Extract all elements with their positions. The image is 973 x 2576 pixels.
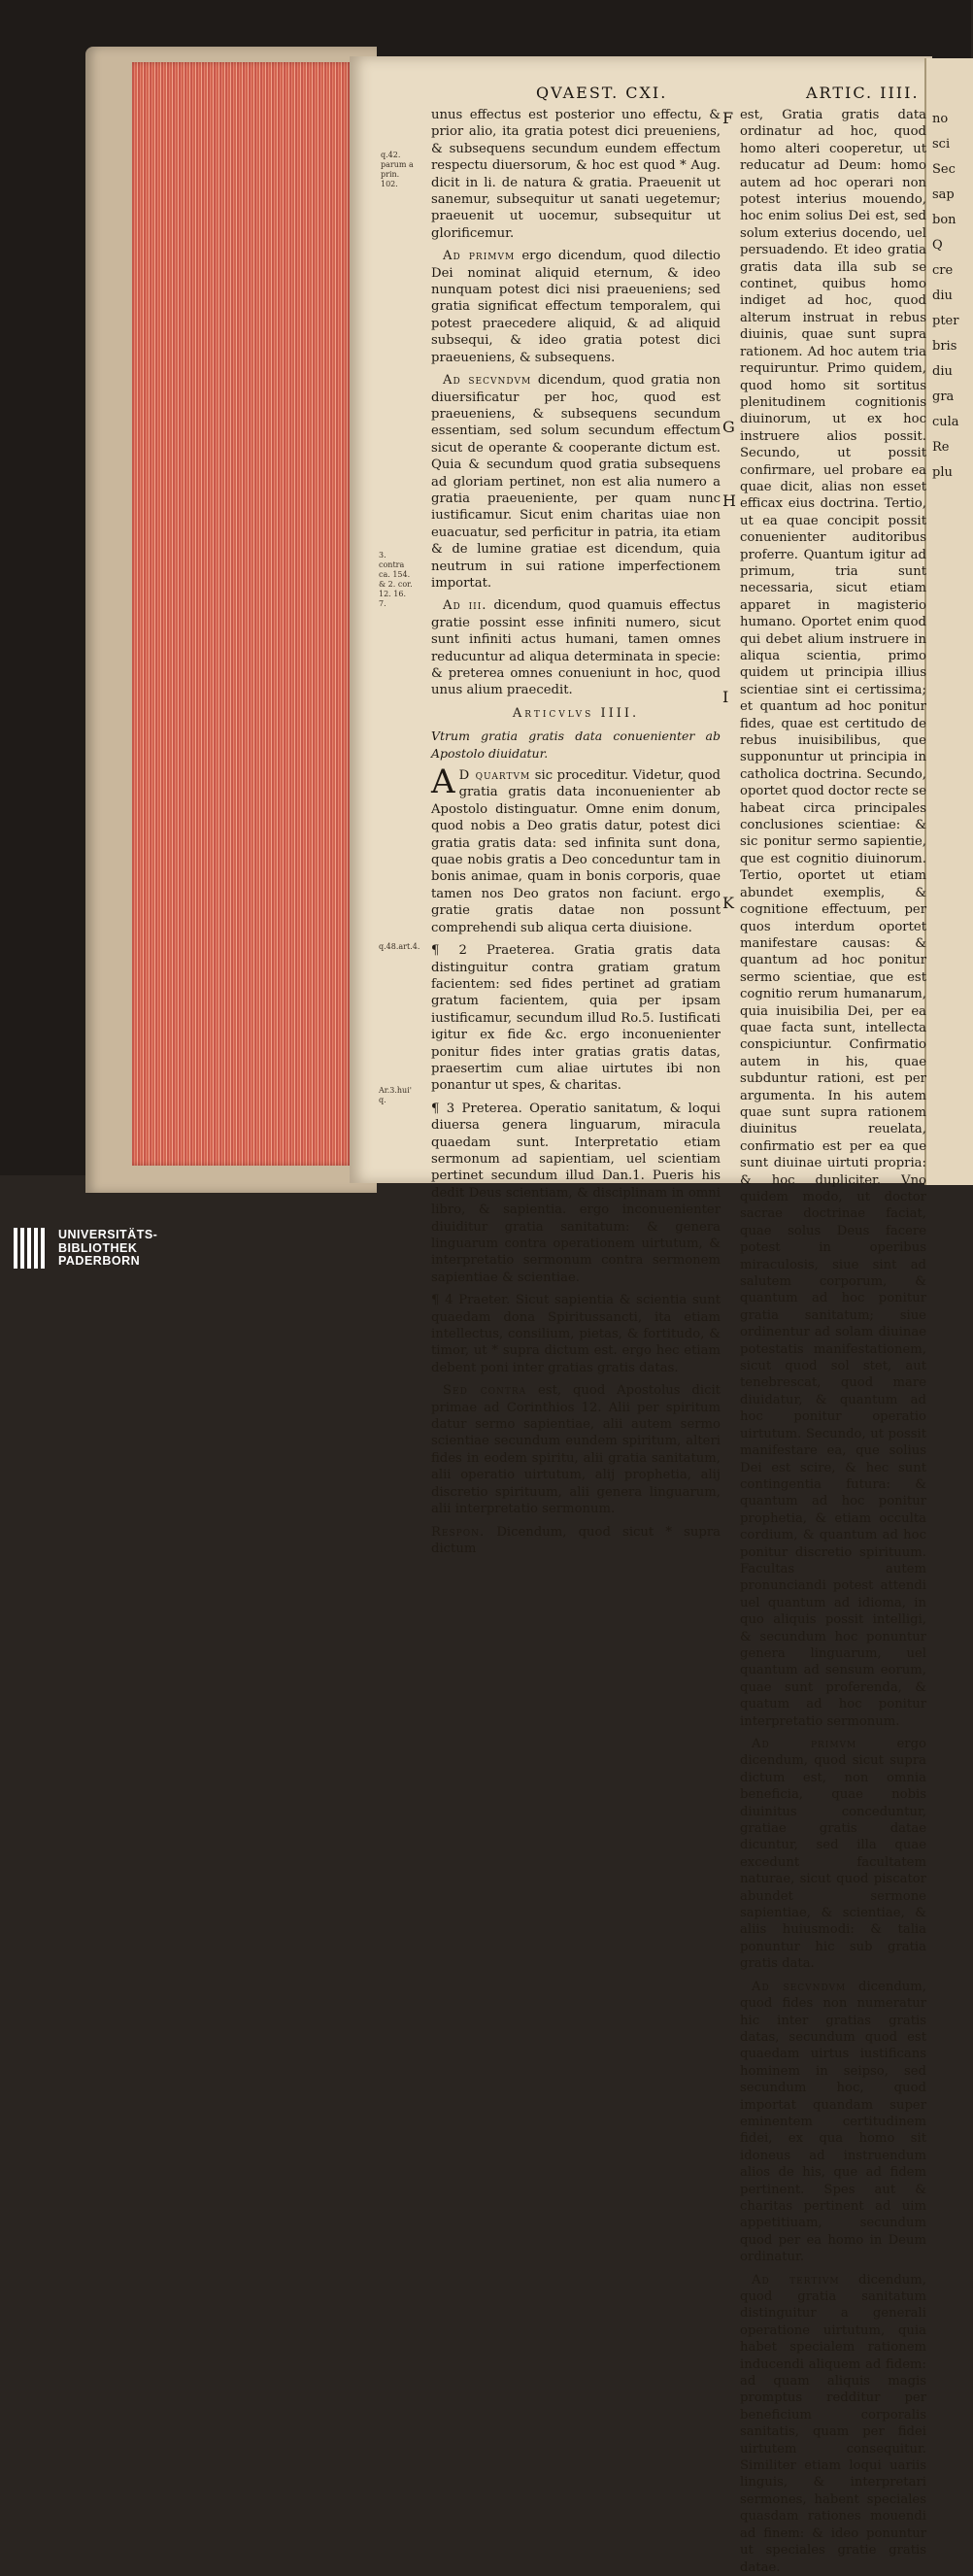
fragment: plu [932, 465, 953, 480]
paragraph-text: dicendum, quod fides non numeratur hic inter gratias gratis datas, secundum quod est quaedam uirtus iustificans hominem in seipso, sed secundum hoc, quod importat quandam super eminentem certitudinem fidei, ex qua homo sit idoneus ad instruendum alios de his, que ad fidem pertinent. Spes aut & charitas pertinent ad uim appetitiuam, secundum quod per ea homo in Deum ordinatur. [740, 1979, 926, 2265]
paragraph-text: dicendum, quod quamuis effectus gratie possint esse infiniti numero, sicut sunt infiniti actus humani, tamen omnes reducuntur ad aliqua determinata in specie: & preterea omnes conueniunt in hoc, quod unus alium praecedit. [431, 598, 721, 698]
margin-letter-h: H [722, 491, 736, 510]
paragraph: ¶ 4 Praeter. Sicut sapientia & scientia sunt quaedam dona Spiritussancti, ita etiam intellectus, consilium, pietas, & fortitudo, & timor, ut * supra dictum est. ergo hec etiam debent poni inter gratias gratis datas. [431, 1293, 721, 1375]
fragment: cula [932, 415, 959, 429]
margin-note: 3. contra ca. 154. & 2. cor. 12. 16. 7. [379, 551, 413, 608]
fragment: sci [932, 137, 951, 152]
fragment: Q [932, 238, 943, 253]
paragraph [431, 372, 721, 592]
fragment: pter [932, 314, 959, 328]
paragraph-text: ergo dicendum, quod dilectio Dei nominat aliquid eternum, & ideo nunquam potest dici nisi praeueniens; sed gratia significat effectum temporalem, qui potest praecedere aliquid, & ad aliquid subsequi, & ideo gratia potest dici praeueniens, & subsequens. [431, 249, 721, 365]
logo-line: BIBLIOTHEK [58, 1240, 138, 1255]
margin-note: Ar.3.hui' q. [379, 1086, 412, 1104]
paragraph-lead: Ad secvndvm [443, 373, 532, 389]
margin-letter-g: G [722, 418, 735, 436]
fragment: sap [932, 187, 955, 202]
paragraph-lead: Respon. [431, 1524, 486, 1540]
paragraph [740, 1979, 926, 2266]
library-logo-text [58, 1229, 157, 1269]
fragment: cre [932, 263, 954, 278]
library-logo-icon [14, 1228, 52, 1269]
paragraph [740, 2272, 926, 2576]
paragraph-text: Dicendum, quod sicut * supra dictum [431, 1524, 721, 1556]
article-heading: Articvlvs IIII. [512, 705, 640, 721]
margin-note: q.42. parum a prin. 102. [381, 151, 414, 188]
paragraph-lead: D quartvm [458, 768, 531, 784]
paragraph: ¶ 2 Praeterea. Gratia gratis data distinguitur contra gratiam gratum facientem: sed fides pertinet ad gratiam gratum facientem, quia per ipsam iustificamur, secundum illud Ro.5. Iustificati igitur ex fide &c. ergo inconuenienter ponitur fides inter gratias gratis datas, praesertim cum aliae uirtutes ibi non ponantur ut spes, & charitas. [431, 943, 721, 1094]
paragraph-lead: Ad secvndvm [752, 1979, 847, 1994]
text-column-left [431, 107, 721, 1556]
fragment: diu [932, 288, 953, 303]
paragraph-lead: Ad primvm [752, 1737, 857, 1751]
paragraph-text: dicendum, quod gratia sanitatum distinguitur a generali operatione uirtutum, quia habet specialem rationem inducendi aliquem ad fidem: ad quam aliquis magis promptus redditur per beneficium corporalis sanitatis, quam per fidei uirtutem consequitur. Similiter etiam loqui uariis linguis, & interpretari sermones, habent speciales quasdam rationes mouendi ad finem: & ideo ponuntur ut speciales gratie gratis datae. [740, 2272, 926, 2575]
article-question: Vtrum gratia gratis data conuenienter ab Apostolo diuidatur. [431, 729, 721, 761]
paragraph: unus effectus est posterior uno effectu, & prior alio, ita gratia potest dici preueniens, & subsequens secundum eundem effectum respectu diuersorum, & hoc est quod * Aug. dicit in li. de natura & gratia. Praeuenit ut sanemur, subsequitur ut sanati uegetemur; praeuenit ut uocemur, subsequitur ut glorificemur. [431, 108, 721, 241]
paragraph-lead: Ad iii. [443, 598, 487, 614]
paragraph [740, 1736, 926, 1973]
paragraph [431, 248, 721, 366]
margin-letter-i: I [722, 688, 729, 706]
margin-note: q.48.art.4. [379, 942, 420, 951]
paragraph-text: ergo dicendum, quod sicut supra dictum est, non omnia beneficia, quae nobis diuinitus conceduntur, gratiae gratis datae dicuntur, sed illa quae excedunt facultatem naturae, sicut quod piscator abundet sermone sapientiae, & scientiae, & aliis huiusmodi: & talia ponuntur hic sub gratia gratis data. [740, 1737, 926, 1972]
fragment: diu [932, 364, 953, 379]
paragraph-text: dicendum, quod gratia non diuersificatur per hoc, quod est praeueniens, & subsequens secundum essentiam, sed solum secundum effectum sicut de operante & cooperante dictum est. Quia & secundum quod gratia subsequens ad gloriam pertinet, non est alia numero a gratia praeueniente, per quam nunc iustificamur. Sicut enim charitas uiae non euacuatur, sed perficitur in patria, ita etiam & de lumine gratiae est dicendum, quia neutrum in sui ratione imperfectionem importat. [431, 373, 721, 591]
margin-letter-k: K [722, 894, 734, 912]
fragment: gra [932, 390, 955, 404]
fragment: Sec [932, 162, 956, 177]
paragraph [431, 1382, 721, 1517]
paragraph-lead: Ad primvm [443, 249, 516, 264]
paragraph: est, Gratia gratis data ordinatur ad hoc, quod homo alteri cooperetur, ut reducatur ad Deum: homo autem ad hoc operari non potest interius mouendo, hoc enim solius Dei est, sed solum exterius docendo, uel persuadendo. Et ideo gratia gratis data illa sub se continet, quibus homo indiget ad hoc, quod alterum instruat in rebus diuinis, quae sunt supra rationem. Ad hoc autem tria requiruntur. Primo quidem, quod homo sit sortitus plenitudinem cognitionis diuinorum, ut ex hoc instruere alios possit. Secundo, ut possit confirmare, uel probare ea quae dicit, alias non esset efficax eius doctrina. Tertio, ut ea quae concipit possit conuenienter auditoribus proferre. Quantum igitur ad primum, tria sunt necessaria, sicut etiam apparet in magisterio humano. Oportet enim quod qui debet alium instruere in aliqua scientia, primo quidem ut principia illius scientiae sint ei certissima; et quantum ad hoc ponitur fides, quae est certitudo de rebus inuisibilibus, que supponuntur ut principia in catholica doctrina. Secundo, oportet quod doctor recte se habeat circa principales conclusiones scientiae: & sic ponitur sermo sapientie, que est cognitio diuinorum. Tertio, oportet ut etiam abundet exemplis, & cognitione effectuum, per quos interdum oportet manifestare causas: & quantum ad hoc ponitur sermo scientiae, que est cognitio rerum humanarum, quia inuisibilia Dei, per ea quae facta sunt, intellecta conspiciuntur. Confirmatio autem in his, quae subduntur rationi, est per argumenta. In his autem quae sunt supra rationem diuinitus reuelata, confirmatio est per ea que sunt diuinae uirtuti propria: & hoc dupliciter. Vno quidem modo, ut doctor sacrae doctrinae faciat, quae solus Deus facere potest in operibus miraculosis, siue sint ad salutem corporum, & quantum ad hoc ponitur gratia sanitatum; siue ordinentur ad solam diuinae potestatis manifestationem, sicut quod sol stet, aut tenebrescat, quod mare diuidatur, & quantum ad hoc ponitur operatio uirtutum. Secundo, ut possit manifestare ea, que solius Dei est scire, & hec sunt contingentia futura: & quantum ad hoc ponitur prophetia, & etiam occulta cordium, & quantum ad hoc ponitur discretio spirituum. Facultas autem pronunciandi potest attendi uel quantum ad idioma, in quo aliquis possit intelligi, & secundum hoc ponuntur genera linguarum, uel quantum ad sensum eorum, quae sunt proferenda, & quatum ad hoc ponitur interpretatio sermonum. [740, 108, 926, 1729]
paragraph-text: est, quod Apostolus dicit primae ad Corinthios 12. Alii per spiritum datur sermo sapientiae, alii autem sermo scientiae secundum eundem spiritum, alteri fides in eodem spiritu, alii gratia sanitatum, alii operatio uirtutum, alij prophetia, alij discretio spirituum, alii genera linguarum, alii interpretatio sermonum. [431, 1383, 721, 1517]
paragraph: ¶ 3 Preterea. Operatio sanitatum, & loqui diuersa genera linguarum, miracula quaedam sunt. Interpretatio etiam sermonum ad sapientiam, uel scientiam pertinet secundum illud Dan.1. Pueris his dedit Deus scientiam, & disciplinam in omni libro, & sapientia. ergo inconuenienter diuiditur gratia sanitatum: & genera linguarum contra operationem uirtutum, & interpretatio sermonum contra sermonem sapientiae & scientiae. [431, 1101, 721, 1285]
paragraph-lead: Ad tertivm [752, 2272, 840, 2288]
fragment: bris [932, 339, 957, 354]
drop-cap: A [431, 763, 455, 802]
text-column-right [740, 107, 926, 2575]
margin-letter-f: F [722, 109, 734, 127]
paragraph [431, 763, 721, 936]
facing-page-fragments [932, 107, 971, 486]
fragment: no [932, 112, 949, 126]
paragraph [431, 597, 721, 698]
fragment: Re [932, 440, 950, 455]
fragment: bon [932, 213, 956, 227]
paragraph-lead: Sed contra [443, 1383, 527, 1399]
page-edge-red [132, 62, 353, 1166]
running-header-right: ARTIC. IIII. [806, 84, 920, 102]
paragraph-text: sic proceditur. Videtur, quod gratia gratis data inconuenienter ab Apostolo distinguatur. Omne enim donum, quod nobis a Deo gratis datur, potest dici gratia gratis data: sed infinita sunt dona, quae nobis gratis a Deo conceduntur tam in bonis animae, quam in bonis corporis, quae tamen nos Deo gratos non faciunt. ergo gratie gratis datae non possunt comprehendi sub aliqua certa diuisione. [431, 768, 721, 935]
logo-line: PADERBORN [58, 1254, 141, 1268]
logo-line: UNIVERSITÄTS- [58, 1228, 158, 1241]
paragraph [431, 1524, 721, 1558]
running-header-left: QVAEST. CXI. [536, 84, 668, 102]
